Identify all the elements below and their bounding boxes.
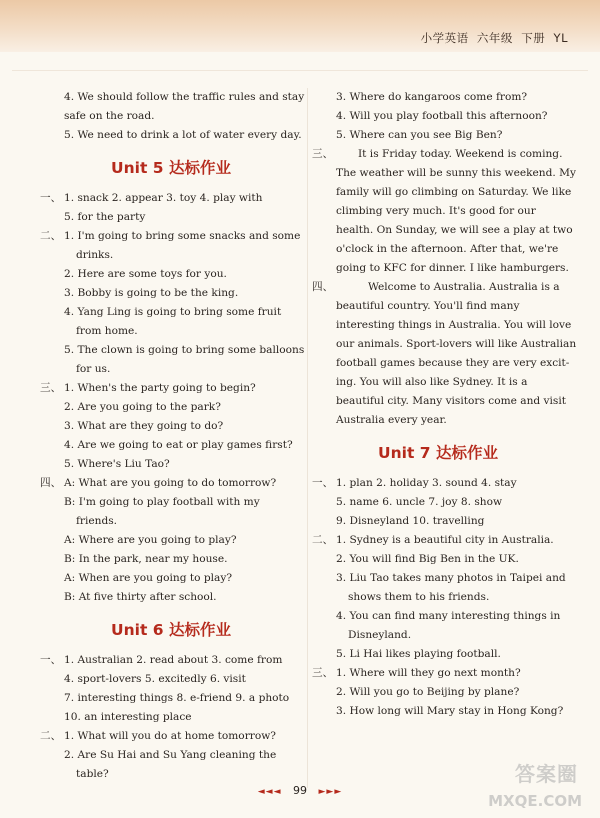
answer-line: 二、 1. I'm going to bring some snacks and some	[40, 227, 302, 246]
answer-line: climbing very much. It's good for our	[336, 205, 536, 217]
answer-line: 7. interesting things 8. e-friend 9. a photo	[64, 692, 290, 704]
section-marker: 一、	[312, 477, 334, 489]
answer-line: going to KFC for dinner. I like hamburgers.	[336, 262, 569, 274]
left-column	[40, 88, 305, 784]
section-marker: 三、	[312, 667, 334, 679]
answer-line: 2. Will you go to Beijing by plane?	[336, 686, 520, 698]
answer-line: The weather will be sunny this weekend. My	[336, 167, 576, 179]
section-marker: 三、	[312, 148, 334, 160]
answer-line: 4. We should follow the traffic rules and stay	[64, 91, 305, 103]
right-column	[312, 88, 577, 721]
answer-line: A: When are you going to play?	[64, 572, 232, 584]
answer-line: 9. Disneyland 10. travelling	[336, 515, 485, 527]
answer-line: health. On Sunday, we will see a play at two	[336, 224, 573, 236]
section-marker: 一、	[40, 654, 62, 666]
answer-line: A: Where are you going to play?	[64, 534, 237, 546]
answer-line: football games because they are very excit-	[336, 357, 570, 369]
answer-line: 四、 Welcome to Australia. Australia is a	[312, 278, 564, 297]
answer-line: 3. How long will Mary stay in Hong Kong?	[336, 705, 564, 717]
answer-line: 5. Li Hai likes playing football.	[336, 648, 501, 660]
section-marker: 四、	[40, 477, 62, 489]
section-marker: 二、	[40, 730, 62, 742]
answer-line: 2. You will find Big Ben in the UK.	[336, 553, 519, 565]
answer-line: 3. Liu Tao takes many photos in Taipei and	[336, 572, 566, 584]
answer-line: 一、 1. plan 2. holiday 3. sound 4. stay	[312, 474, 564, 493]
watermark-url: MXQE.COM	[488, 792, 582, 810]
column-divider	[307, 88, 308, 788]
answer-line: 2. Here are some toys for you.	[64, 268, 227, 280]
next-arrows-icon: ►►►	[318, 787, 343, 797]
answer-line: 4. sport-lovers 5. excitedly 6. visit	[64, 673, 246, 685]
section-marker: 四、	[312, 281, 334, 293]
answer-line: 3. Bobby is going to be the king.	[64, 287, 239, 299]
section-marker: 三、	[40, 382, 62, 394]
answer-line: safe on the road.	[64, 110, 155, 122]
prev-arrows-icon: ◄◄◄	[257, 787, 282, 797]
answer-line: B: At five thirty after school.	[64, 591, 217, 603]
answer-line: 四、 A: What are you going to do tomorrow?	[40, 474, 302, 493]
answer-line: for us.	[76, 363, 111, 375]
answer-line: friends.	[76, 515, 118, 527]
answer-line: our animals. Sport-lovers will like Australian	[336, 338, 577, 350]
answer-line: ing. You will also like Sydney. It is a	[336, 376, 528, 388]
unit5-title: Unit 5 达标作业	[111, 159, 231, 177]
watermark: 答案圈	[515, 762, 578, 786]
answer-line: 4. Yang Ling is going to bring some fruit	[64, 306, 282, 318]
section-marker: 一、	[40, 192, 62, 204]
unit6-title: Unit 6 达标作业	[111, 621, 231, 639]
section-marker: 二、	[40, 230, 62, 242]
answer-line: 5. The clown is going to bring some balloons	[64, 344, 305, 356]
answer-line: family will go climbing on Saturday. We like	[336, 186, 572, 198]
answer-line: beautiful city. Many visitors come and visit	[336, 395, 566, 407]
answer-line: shows them to his friends.	[348, 591, 490, 603]
answer-line: 一、 1. Australian 2. read about 3. come from	[40, 651, 302, 670]
answer-line: 5. We need to drink a lot of water every day.	[64, 129, 302, 141]
top-rule	[12, 70, 588, 71]
answer-line: drinks.	[76, 249, 114, 261]
answer-line: 10. an interesting place	[64, 711, 192, 723]
answer-line: 5. for the party	[64, 211, 146, 223]
answer-line: 4. You can find many interesting things in	[336, 610, 561, 622]
page-number: 99	[293, 784, 307, 797]
answer-line: 3. Where do kangaroos come from?	[336, 91, 528, 103]
answer-line: 三、 1. When's the party going to begin?	[40, 379, 302, 398]
section-marker: 二、	[312, 534, 334, 546]
answer-line: beautiful country. You'll find many	[336, 300, 520, 312]
answer-line: 三、 It is Friday today. Weekend is coming.	[312, 145, 564, 164]
answer-line: Australia every year.	[336, 414, 447, 426]
header-title: 小学英语 六年级 下册 YL	[420, 31, 568, 45]
answer-line: 2. Are you going to the park?	[64, 401, 221, 413]
answer-line: 5. name 6. uncle 7. joy 8. show	[336, 496, 503, 508]
answer-line: 5. Where's Liu Tao?	[64, 458, 170, 470]
answer-line: 二、 1. What will you do at home tomorrow?	[40, 727, 302, 746]
answer-line: Disneyland.	[348, 629, 412, 641]
answer-line: 三、 1. Where will they go next month?	[312, 664, 564, 683]
answer-line: 3. What are they going to do?	[64, 420, 224, 432]
answer-line: 2. Are Su Hai and Su Yang cleaning the	[64, 749, 277, 761]
unit7-title: Unit 7 达标作业	[378, 444, 498, 462]
answer-line: 二、 1. Sydney is a beautiful city in Australia.	[312, 531, 564, 550]
answer-line: o'clock in the afternoon. After that, we're	[336, 243, 559, 255]
answer-line: 一、 1. snack 2. appear 3. toy 4. play with	[40, 189, 302, 208]
answer-line: 4. Are we going to eat or play games first?	[64, 439, 293, 451]
answer-line: 4. Will you play football this afternoon?	[336, 110, 548, 122]
answer-line: B: In the park, near my house.	[64, 553, 228, 565]
answer-line: interesting things in Australia. You will love	[336, 319, 572, 331]
answer-line: table?	[76, 768, 109, 780]
answer-line: from home.	[76, 325, 138, 337]
answer-line: 5. Where can you see Big Ben?	[336, 129, 503, 141]
answer-line: B: I'm going to play football with my	[64, 496, 260, 508]
